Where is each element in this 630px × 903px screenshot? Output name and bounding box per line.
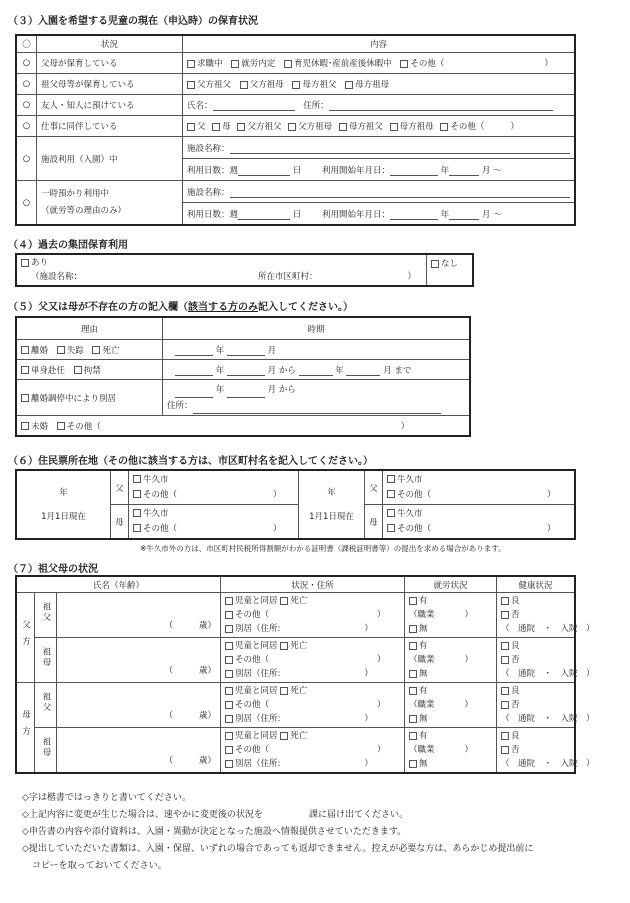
- checkbox[interactable]: [501, 746, 509, 754]
- facility-name-field[interactable]: [230, 188, 570, 198]
- checkbox[interactable]: [409, 670, 417, 678]
- checkbox[interactable]: [21, 394, 29, 402]
- footer-notes: [22, 790, 533, 875]
- row-radio-circle[interactable]: ○: [22, 121, 31, 131]
- footer-line: ◇上記内容に変更が生じた場合は、速やかに変更後の状況を 課に届け出てください。: [22, 810, 408, 820]
- checkbox[interactable]: [212, 123, 220, 131]
- checkbox[interactable]: [501, 611, 509, 619]
- checkbox-other[interactable]: [387, 524, 395, 532]
- friend-name-field[interactable]: [213, 101, 295, 111]
- checkbox[interactable]: [409, 597, 417, 605]
- col-content: 内容: [183, 36, 575, 53]
- row-radio-circle[interactable]: ○: [22, 153, 31, 164]
- checkbox[interactable]: [57, 346, 65, 354]
- checkbox[interactable]: [501, 701, 509, 709]
- row-radio-circle[interactable]: ○: [22, 79, 31, 89]
- section6-title: （６）住民票所在地（その他に該当する方は、市区町村名を記入してください。）: [8, 456, 373, 467]
- checkbox-other[interactable]: [387, 490, 395, 498]
- checkbox[interactable]: [339, 123, 347, 131]
- checkbox[interactable]: [280, 642, 288, 650]
- checkbox[interactable]: [225, 597, 233, 605]
- checkbox[interactable]: [225, 656, 233, 664]
- checkbox[interactable]: [225, 670, 233, 678]
- month-field[interactable]: [227, 388, 265, 398]
- checkbox[interactable]: [21, 346, 29, 354]
- footer-line: コピーを取っておいてください。: [32, 861, 167, 871]
- checkbox-ushiku[interactable]: [387, 509, 395, 517]
- grandparent-row: 父方 祖父 （ 歳） 児童と同居 死亡 その他（ ） 別居（住所: ） 有 （職業 ） 無 良 否 （ 通院 ・ 入院 ）: [17, 593, 575, 638]
- checkbox[interactable]: [409, 642, 417, 650]
- section5-title: （５）父又は母が不存在の方の記入欄（該当する方のみ記入してください。）: [8, 302, 353, 313]
- days-field[interactable]: [238, 166, 290, 176]
- checkbox[interactable]: [237, 123, 245, 131]
- checkbox[interactable]: [225, 732, 233, 740]
- care-row-temporary: ○ 一時預かり利用中 （就労等の理由のみ） 施設名称：: [17, 181, 575, 203]
- start-year-field[interactable]: [390, 166, 438, 176]
- checkbox-other[interactable]: [133, 524, 141, 532]
- checkbox[interactable]: [345, 81, 353, 89]
- checkbox[interactable]: [280, 597, 288, 605]
- year-field[interactable]: [299, 366, 333, 376]
- month-field[interactable]: [227, 346, 265, 356]
- checkbox[interactable]: [240, 81, 248, 89]
- checkbox[interactable]: [501, 687, 509, 695]
- checkbox[interactable]: [280, 687, 288, 695]
- year-field[interactable]: [175, 366, 213, 376]
- row-radio-circle[interactable]: ○: [22, 58, 31, 68]
- checkbox[interactable]: [501, 656, 509, 664]
- checkbox[interactable]: [501, 642, 509, 650]
- checkbox-yes[interactable]: [21, 259, 29, 267]
- year-field[interactable]: [175, 346, 213, 356]
- care-row-grandparents: ○ 祖父母等が保育している 父方祖父 父方祖母 母方祖父 母方祖母: [17, 74, 575, 95]
- start-month-field[interactable]: [449, 210, 479, 220]
- col-status: 状況: [37, 36, 183, 53]
- name-age-field[interactable]: （ 歳）: [57, 593, 221, 638]
- parent-absence-table: 理由 時期 離婚 失踪 死亡 年 月 単身赴任 拘禁 年 月 から 年 月 まで 離婚調停中により別居 年 月 から 住所： 未婚 その他（ ）: [16, 317, 470, 436]
- section4-title: （４）過去の集団保育利用: [8, 240, 128, 251]
- checkbox[interactable]: [57, 422, 65, 430]
- checkbox[interactable]: [225, 701, 233, 709]
- checkbox[interactable]: [400, 60, 408, 68]
- checkbox[interactable]: [225, 625, 233, 633]
- checkbox[interactable]: [284, 60, 292, 68]
- checkbox-ushiku[interactable]: [387, 475, 395, 483]
- checkbox[interactable]: [501, 597, 509, 605]
- section3-title: （３）入園を希望する児童の現在（申込時）の保育状況: [8, 16, 258, 27]
- facility-name-field[interactable]: [230, 144, 570, 154]
- checkbox[interactable]: [225, 687, 233, 695]
- residence-note: ※牛久市外の方は、市区町村民税所得割額がわかる証明書（課税証明書等）の提出を求める場合があります。: [140, 544, 506, 553]
- row-radio-circle[interactable]: ○: [22, 197, 31, 208]
- footer-line: ◇字は楷書ではっきりと書いてください。: [22, 793, 191, 803]
- checkbox[interactable]: [21, 422, 29, 430]
- grandparents-table: 氏名（年齢） 状況・住所 就労状況 健康状況 父方 祖父 （ 歳） 児童と同居 死亡 その他（ ） 別居（住所: ） 有 （職業 ） 無 良 否 （ 通院 ・ 入院 ） 祖母 （ 歳） 児童と同居 死亡 その他（ ） 別居（住所: ） 有 （職業 ） 無 良 否 （ 通院 ・ 入院 ） 母方 祖父 （ 歳） 児童と同居 死亡 その他（ ） 別居（住所: ） 有 （職業 ） 無 良 否 （ 通院 ・ 入院 ） 祖母 （ 歳） 児童と同居 死亡 その他（ ） 別居（住所: ） 有 （職業 ） 無 良 否 （ 通院 ・ 入院 ）: [16, 576, 575, 773]
- checkbox[interactable]: [409, 760, 417, 768]
- checkbox[interactable]: [440, 123, 448, 131]
- care-row-friend: ○ 友人・知人に預けている 氏名： 住所：: [17, 95, 575, 116]
- col-mark: 〇: [17, 36, 37, 53]
- checkbox[interactable]: [74, 366, 82, 374]
- checkbox[interactable]: [225, 760, 233, 768]
- month-field[interactable]: [346, 366, 380, 376]
- name-age-field[interactable]: （ 歳）: [57, 728, 221, 773]
- checkbox[interactable]: [409, 732, 417, 740]
- section7-title: （７）祖父母の状況: [8, 564, 98, 575]
- checkbox[interactable]: [21, 366, 29, 374]
- grandparent-row: 祖母 （ 歳） 児童と同居 死亡 その他（ ） 別居（住所: ） 有 （職業 ） 無 良 否 （ 通院 ・ 入院 ）: [17, 728, 575, 773]
- address-field[interactable]: [193, 404, 441, 414]
- month-field[interactable]: [227, 366, 265, 376]
- checkbox-no[interactable]: [431, 260, 439, 268]
- checkbox[interactable]: [225, 715, 233, 723]
- checkbox[interactable]: [390, 123, 398, 131]
- footer-line: ◇申告書の内容や添付資料は、入園・異動が決定となった施設へ情報提供させていただきます。: [22, 827, 407, 837]
- row-radio-circle[interactable]: ○: [22, 100, 31, 110]
- checkbox[interactable]: [231, 60, 239, 68]
- checkbox[interactable]: [501, 732, 509, 740]
- care-row-work: ○ 仕事に同伴している 父 母 父方祖父 父方祖母 母方祖父 母方祖母 その他（ ）: [17, 116, 575, 137]
- checkbox[interactable]: [187, 123, 195, 131]
- checkbox[interactable]: [92, 346, 100, 354]
- checkbox[interactable]: [225, 642, 233, 650]
- grandparent-row: 祖母 （ 歳） 児童と同居 死亡 その他（ ） 別居（住所: ） 有 （職業 ） 無 良 否 （ 通院 ・ 入院 ）: [17, 638, 575, 683]
- care-row-facility: ○ 施設利用（入園）中 施設名称：: [17, 137, 575, 159]
- checkbox[interactable]: [409, 715, 417, 723]
- residence-table: 年 1月1日現在 父 牛久市 その他（ ） 年 1月1日現在 父 牛久市 その他（ ） 母 牛久市 その他（ ） 母 牛久市 その他（ ）: [16, 470, 575, 539]
- checkbox-other[interactable]: [133, 490, 141, 498]
- friend-address-field[interactable]: [329, 101, 553, 111]
- start-month-field[interactable]: [449, 166, 479, 176]
- care-row-parents: ○ 父母が保育している 求職中 就労内定 育児休暇･産前産後休暇中 その他（ ）: [17, 53, 575, 74]
- checkbox-ushiku[interactable]: [133, 475, 141, 483]
- days-field[interactable]: [238, 210, 290, 220]
- grandparent-row: 母方 祖父 （ 歳） 児童と同居 死亡 その他（ ） 別居（住所: ） 有 （職業 ） 無 良 否 （ 通院 ・ 入院 ）: [17, 683, 575, 728]
- checkbox[interactable]: [409, 687, 417, 695]
- name-age-field[interactable]: （ 歳）: [57, 638, 221, 683]
- year-field[interactable]: [175, 388, 213, 398]
- checkbox[interactable]: [292, 81, 300, 89]
- start-year-field[interactable]: [390, 210, 438, 220]
- checkbox[interactable]: [409, 625, 417, 633]
- footer-line: ◇提出していただいた書類は、入園・保留、いずれの場合であっても返却できません。控えが必要な方は、あらかじめ提出前に: [22, 844, 534, 854]
- checkbox[interactable]: [225, 746, 233, 754]
- checkbox[interactable]: [280, 732, 288, 740]
- checkbox[interactable]: [288, 123, 296, 131]
- checkbox[interactable]: [225, 611, 233, 619]
- past-care-table: あり （施設名称： 所在市区町村： ） なし: [16, 254, 473, 286]
- checkbox[interactable]: [187, 60, 195, 68]
- checkbox-ushiku[interactable]: [133, 509, 141, 517]
- current-care-table: 〇 状況 内容 ○ 父母が保育している 求職中 就労内定 育児休暇･産前産後休暇中 その他（ ） ○ 祖父母等が保育している 父方祖父 父方祖母 母方祖父 母方祖母 ○ 友人・知人に預けている 氏名： 住所： ○ 仕事に同伴している 父 母 父方祖父 父方祖母 母方祖父 母方祖母 その他（ ） ○ 施設利用（入園）中 施設名称： 利用日数：週 日 利用開始年月日： 年 月 ～ ○ 一時預かり利用中 （就労等の理由のみ） 施設名称： 利用日数：週 日 利用開始年月日： 年 月 ～: [16, 35, 575, 225]
- checkbox[interactable]: [187, 81, 195, 89]
- name-age-field[interactable]: （ 歳）: [57, 683, 221, 728]
